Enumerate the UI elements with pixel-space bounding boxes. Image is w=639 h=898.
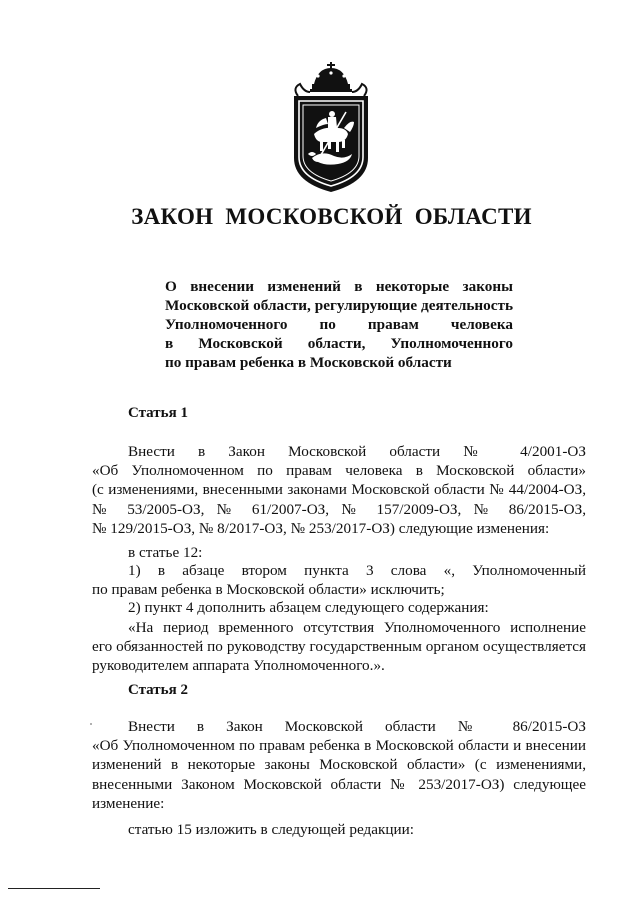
subtitle-line: Уполномоченного по правам человека [165, 316, 513, 333]
article-1-in-article: в статье 12: [128, 544, 203, 561]
paragraph-line: № 129/2015-ОЗ, № 8/2017-ОЗ, № 253/2017-ОЗ) следующие изменения: [92, 519, 550, 537]
article-1-quote [92, 618, 586, 676]
paragraph-line: по правам ребенка в Московской области» исключить; [92, 581, 445, 599]
law-subtitle [165, 277, 513, 372]
paragraph-line: изменение: [92, 794, 165, 812]
paragraph-line: «Об Уполномоченном по правам ребенка в Московской области и внесении [92, 737, 586, 755]
subtitle-line: Московской области, регулирующие деятельность [165, 297, 513, 314]
paragraph-line: «На период временного отсутствия Уполномоченного исполнение [128, 619, 586, 636]
footnote-separator [8, 888, 100, 889]
article-1-item-2: 2) пункт 4 дополнить абзацем следующего содержания: [128, 599, 489, 616]
law-title: ЗАКОН МОСКОВСКОЙ ОБЛАСТИ [131, 204, 532, 229]
article-2-heading: Статья 2 [128, 682, 188, 698]
paragraph-line: внесенными Законом Московской области № 253/2017-ОЗ) следующее [92, 775, 586, 793]
article-2-intro [92, 717, 586, 813]
paragraph-line: Внести в Закон Московской области № 86/2015-ОЗ [128, 718, 586, 735]
article-1-item-1 [92, 561, 586, 599]
paragraph-line: Внести в Закон Московской области № 4/2001-ОЗ [128, 443, 586, 460]
paragraph-line: 1) в абзаце втором пункта 3 слова «, Уполномоченный [128, 562, 586, 579]
article-1-intro [92, 442, 586, 538]
article-2-instruction: статью 15 изложить в следующей редакции: [128, 821, 414, 838]
subtitle-line: в Московской области, Уполномоченного [165, 335, 513, 352]
article-1-heading: Статья 1 [128, 405, 188, 421]
paragraph-line: «Об Уполномоченном по правам человека в Московской области» [92, 462, 586, 480]
subtitle-line: О внесении изменений в некоторые законы [165, 278, 513, 295]
subtitle-line: по правам ребенка в Московской области [165, 354, 452, 371]
paragraph-line: (с изменениями, внесенными законами Московской области № 44/2004-ОЗ, [92, 481, 586, 499]
paragraph-line: руководителем аппарата Уполномоченного.». [92, 657, 385, 675]
paragraph-line: его обязанностей по руководству государственным органом осуществляется [92, 638, 586, 656]
moscow-oblast-coat-of-arms-icon [288, 62, 374, 194]
paragraph-line: № 53/2005-ОЗ, № 61/2007-ОЗ, № 157/2009-ОЗ, № 86/2015-ОЗ, [92, 500, 586, 518]
paragraph-line: изменений в некоторые законы Московской области» (с изменениями, [92, 756, 586, 774]
